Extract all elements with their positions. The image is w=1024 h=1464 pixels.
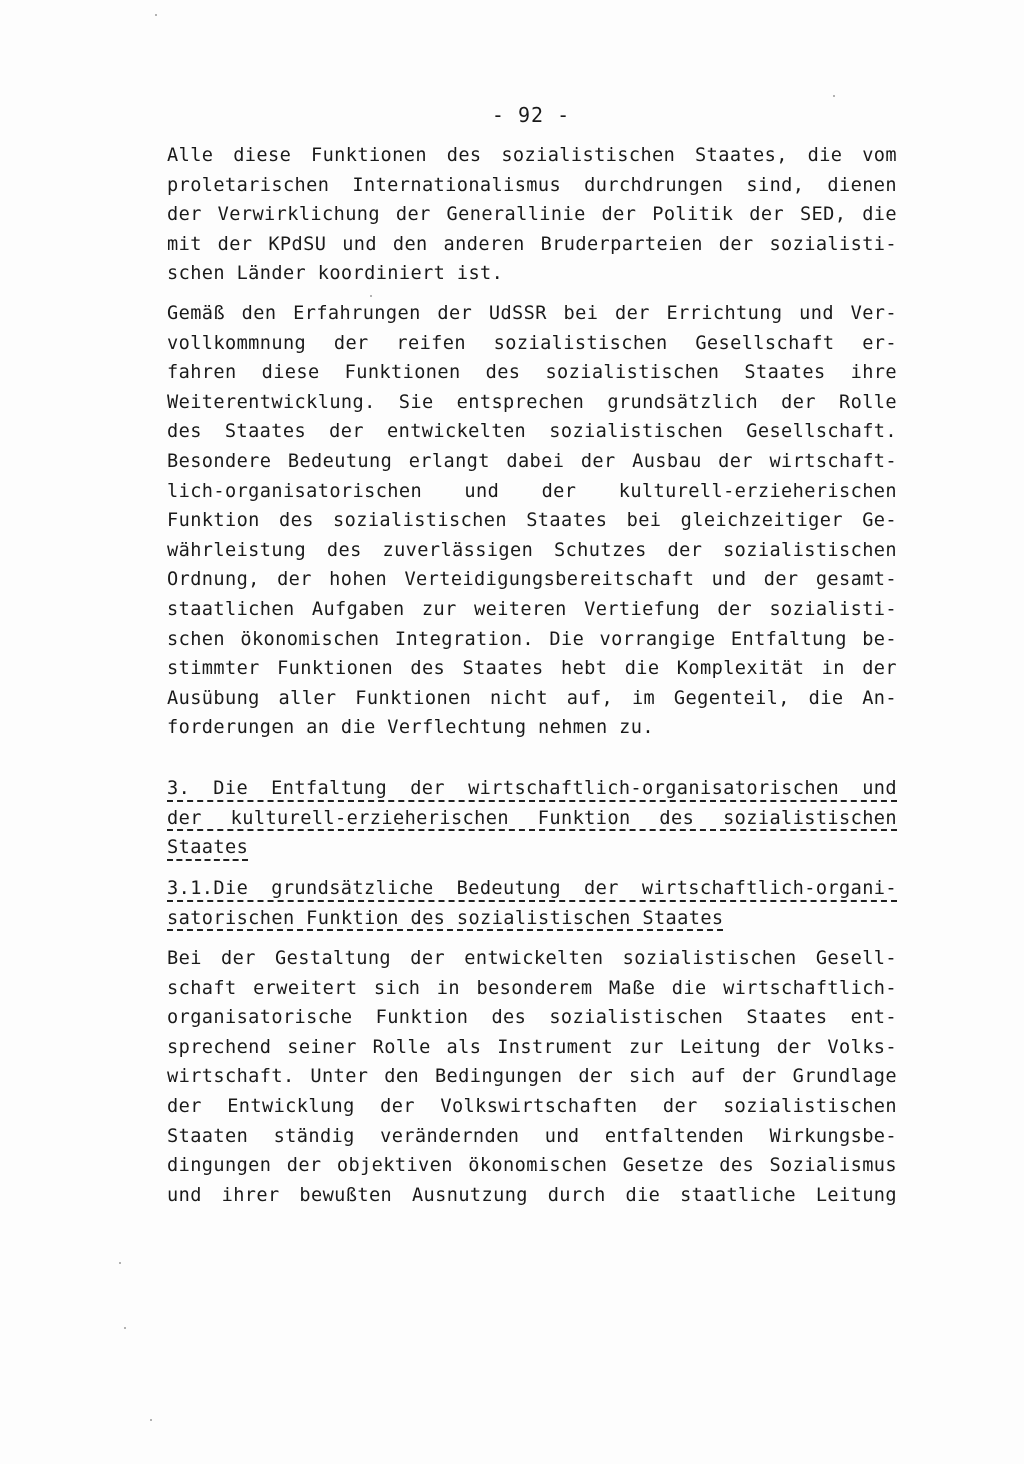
text-line: proletarischen Internationalismus durchdrungen sind, dienen xyxy=(167,174,897,196)
text-line: Gemäß den Erfahrungen der UdSSR bei der Errichtung und Ver- xyxy=(167,303,897,324)
paragraph-1 xyxy=(167,141,897,289)
text-line: dingungen der objektiven ökonomischen Gesetze des Sozialismus xyxy=(167,1155,897,1177)
text-line: Ordnung, der hohen Verteidigungsbereitschaft und der gesamt- xyxy=(167,569,897,591)
heading-line: 3.1.Die grundsätzliche Bedeutung der wirtschaftlich-organi- xyxy=(167,878,897,899)
heading-line: Staates xyxy=(167,837,249,859)
scan-speck xyxy=(155,14,157,16)
text-line: mit der KPdSU und den anderen Bruderparteien der sozialisti- xyxy=(167,233,897,255)
text-line: fahren diese Funktionen des sozialistischen Staates ihre xyxy=(167,362,897,384)
text-line: Funktion des sozialistischen Staates bei gleichzeitiger Ge- xyxy=(167,510,897,532)
scan-speck xyxy=(370,295,372,297)
text-line: währleistung des zuverlässigen Schutzes der sozialistischen xyxy=(167,539,897,561)
page-number: - 92 - xyxy=(491,103,571,127)
paragraph-2 xyxy=(167,299,897,743)
text-line: Besondere Bedeutung erlangt dabei der Ausbau der wirtschaft- xyxy=(167,450,897,472)
text-line: lich-organisatorischen und der kulturell-erzieherischen xyxy=(167,480,897,502)
text-line: Staaten ständig verändernden und entfaltenden Wirkungsbe- xyxy=(167,1125,897,1147)
section-heading-3 xyxy=(167,774,897,863)
text-line: Alle diese Funktionen des sozialistischen Staates, die vom xyxy=(167,145,897,166)
text-line: stimmter Funktionen des Staates hebt die Komplexität in der xyxy=(167,658,897,680)
text-line: der Entwicklung der Volkswirtschaften der sozialistischen xyxy=(167,1095,897,1117)
text-line: forderungen an die Verflechtung nehmen zu. xyxy=(167,717,654,739)
heading-line: 3. Die Entfaltung der wirtschaftlich-organisatorischen und xyxy=(167,778,897,799)
scan-speck xyxy=(150,1419,152,1421)
scan-speck xyxy=(124,1327,126,1329)
text-line: des Staates der entwickelten sozialistischen Gesellschaft. xyxy=(167,421,897,443)
section-heading-3-1 xyxy=(167,874,897,933)
heading-line: der kulturell-erzieherischen Funktion des sozialistischen xyxy=(167,807,897,829)
text-line: schen Länder koordiniert ist. xyxy=(167,263,504,285)
text-line: schen ökonomischen Integration. Die vorrangige Entfaltung be- xyxy=(167,628,897,650)
text-line: organisatorische Funktion des sozialistischen Staates ent- xyxy=(167,1007,897,1029)
text-line: Ausübung aller Funktionen nicht auf, im Gegenteil, die An- xyxy=(167,687,897,709)
scan-speck xyxy=(119,1262,121,1264)
text-line: staatlichen Aufgaben zur weiteren Vertiefung der sozialisti- xyxy=(167,598,897,620)
text-line: schaft erweitert sich in besonderem Maße die wirtschaftlich- xyxy=(167,977,897,999)
paragraph-3 xyxy=(167,944,897,1210)
text-line: Weiterentwicklung. Sie entsprechen grundsätzlich der Rolle xyxy=(167,391,897,413)
text-line: der Verwirklichung der Generallinie der Politik der SED, die xyxy=(167,204,897,226)
text-line: Bei der Gestaltung der entwickelten sozialistischen Gesell- xyxy=(167,948,897,969)
scan-speck xyxy=(833,95,835,97)
text-line: wirtschaft. Unter den Bedingungen der sich auf der Grundlage xyxy=(167,1066,897,1088)
heading-line: satorischen Funktion des sozialistischen Staates xyxy=(167,907,724,929)
text-line: sprechend seiner Rolle als Instrument zur Leitung der Volks- xyxy=(167,1036,897,1058)
text-line: und ihrer bewußten Ausnutzung durch die staatliche Leitung xyxy=(167,1184,897,1206)
text-line: vollkommnung der reifen sozialistischen Gesellschaft er- xyxy=(167,332,897,354)
